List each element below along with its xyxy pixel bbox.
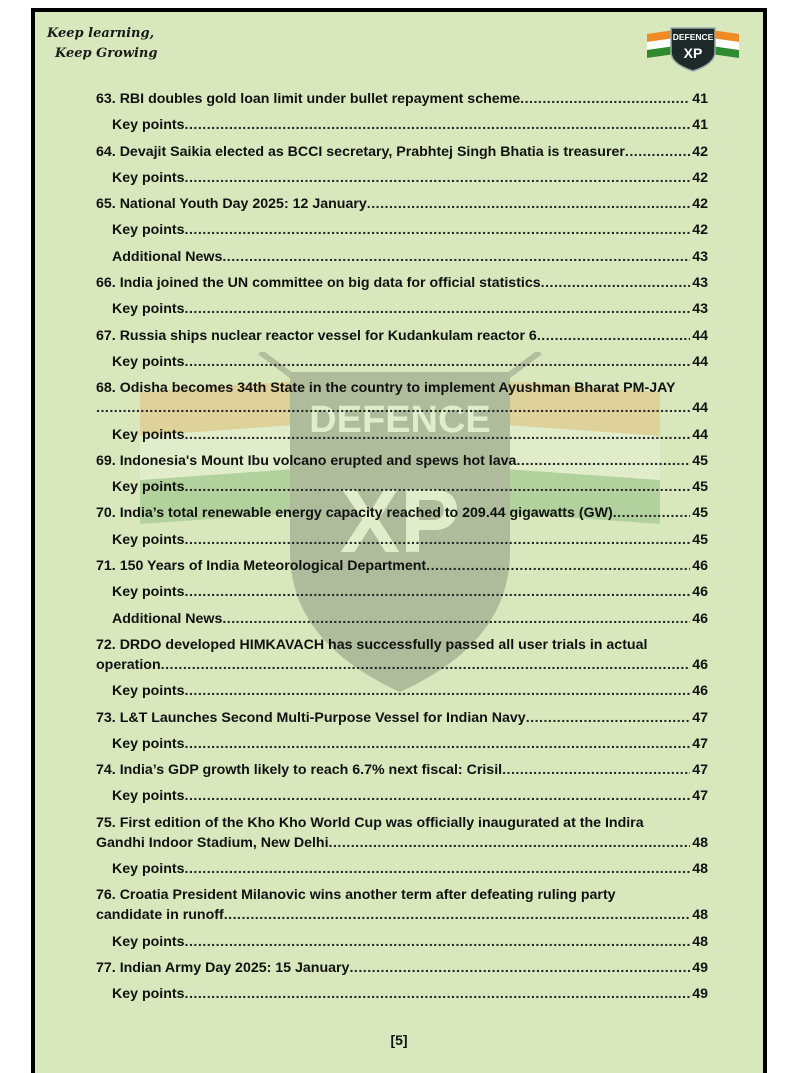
toc-entry-title	[112, 247, 222, 267]
toc-entry-text: Indonesia's Mount Ibu volcano erupted and spews hot lava	[119, 452, 517, 469]
toc-page-number: 45	[692, 531, 708, 548]
toc-entry-text: Key points	[112, 861, 185, 878]
toc-entry-text: Indian Army Day 2025: 15 January	[119, 959, 350, 976]
toc-entry-text: Key points	[112, 788, 185, 805]
toc-entry[interactable]	[96, 273, 708, 293]
toc-page-number: 44	[692, 426, 708, 443]
toc-entry-text: India joined the UN committee on big data for official statistics	[119, 275, 541, 292]
toc-entry[interactable]	[96, 635, 708, 675]
toc-entry-title	[112, 582, 185, 602]
dot-leader	[502, 760, 690, 780]
toc-entry-title	[96, 503, 613, 523]
toc-entry-text: Key points	[112, 426, 185, 443]
dot-leader	[526, 708, 691, 728]
toc-entry-text: Additional News	[112, 610, 223, 627]
dot-leader	[613, 503, 690, 523]
toc-entry-number: 71.	[96, 558, 116, 575]
toc-page-number: 42	[692, 169, 708, 186]
motto-line-2: Keep Growing	[55, 46, 158, 61]
toc-page-number: 43	[692, 275, 708, 292]
toc-page-number: 49	[692, 986, 708, 1003]
dot-leader	[426, 556, 690, 576]
page-number: [5]	[390, 1032, 408, 1048]
toc-entry-title	[96, 194, 367, 214]
toc-page-number: 41	[692, 91, 708, 107]
dot-leader	[541, 273, 691, 293]
toc-entry-title	[112, 425, 185, 445]
defence-xp-logo	[645, 22, 741, 72]
toc-entry-title	[112, 609, 222, 629]
toc-entry[interactable]	[96, 556, 708, 576]
toc-page-number: 43	[692, 248, 708, 265]
toc-entry[interactable]	[96, 378, 708, 418]
toc-page-number: 46	[692, 584, 708, 601]
toc-entry-number: 74.	[96, 762, 116, 779]
toc-entry-text: Key points	[112, 479, 185, 496]
toc-subentry[interactable]	[96, 681, 708, 701]
toc-entry-text: Odisha becomes 34th State in the country to implement Ayushman Bharat PM-JAY	[119, 380, 676, 397]
toc-page-number: 48	[692, 861, 708, 878]
dot-leader	[96, 398, 690, 418]
toc-entry-title	[96, 556, 426, 576]
dot-leader	[185, 786, 691, 806]
dot-leader	[185, 168, 691, 188]
toc-entry-text: India’s total renewable energy capacity reached to 209.44 gigawatts (GW)	[119, 505, 613, 522]
toc-subentry[interactable]	[96, 859, 708, 879]
toc-entry-text: Key points	[112, 531, 185, 548]
toc-page-number: 45	[692, 479, 708, 496]
toc-entry-number: 69.	[96, 452, 116, 469]
toc-entry-title	[96, 89, 520, 109]
toc-entry-title	[112, 984, 185, 1004]
toc-entry-number: 73.	[96, 709, 116, 726]
toc-entry-title	[112, 786, 185, 806]
toc-entry-title	[112, 220, 185, 240]
toc-entry-text: Key points	[112, 584, 185, 601]
dot-leader	[537, 326, 690, 346]
toc-entry-text: Croatia President Milanovic wins another term after defeating ruling party	[119, 887, 616, 904]
toc-subentry[interactable]	[96, 352, 708, 372]
toc-entry-title	[112, 115, 185, 135]
toc-page-number: 45	[692, 505, 708, 522]
dot-leader	[185, 477, 691, 497]
toc-entry-number: 76.	[96, 887, 116, 904]
toc-entry-number: 68.	[96, 380, 116, 397]
toc-entry-text: 150 Years of India Meteorological Department	[119, 558, 427, 575]
toc-subentry[interactable]	[96, 425, 708, 445]
toc-entry-text: National Youth Day 2025: 12 January	[119, 196, 367, 213]
toc-entry-title	[96, 760, 502, 780]
toc-entry-text: Key points	[112, 301, 185, 318]
toc-entry-text: Devajit Saikia elected as BCCI secretary, Prabhtej Singh Bhatia is treasurer	[119, 143, 625, 160]
toc-entry-number: 63.	[96, 91, 116, 107]
toc-page-number: 42	[692, 196, 708, 213]
toc-page-number: 48	[692, 907, 708, 924]
dot-leader	[516, 451, 690, 471]
toc-entry-title	[112, 734, 185, 754]
toc-subentry[interactable]	[96, 582, 708, 602]
toc-entry-text: First edition of the Kho Kho World Cup was officially inaugurated at the Indira	[119, 814, 644, 831]
toc-subentry[interactable]	[96, 984, 708, 1004]
toc-entry[interactable]	[96, 326, 708, 346]
toc-entry-text: Key points	[112, 353, 185, 370]
toc-entry[interactable]	[96, 958, 708, 978]
logo-text-top: DEFENCE	[672, 32, 714, 42]
toc-entry-title	[112, 168, 185, 188]
toc-entry-title	[112, 477, 185, 497]
dot-leader	[185, 984, 691, 1004]
toc-page-number: 45	[692, 452, 708, 469]
watermark-text-bottom: XP	[339, 472, 461, 572]
toc-entry-title	[112, 932, 185, 952]
toc-entry-number: 70.	[96, 505, 116, 522]
toc-page-number: 49	[692, 959, 708, 976]
toc-entry[interactable]	[96, 142, 708, 162]
dot-leader	[185, 859, 691, 879]
toc-entry-text: Key points	[112, 169, 185, 186]
toc-subentry[interactable]	[96, 734, 708, 754]
toc-subentry[interactable]	[96, 168, 708, 188]
toc-page-number: 44	[692, 353, 708, 370]
dot-leader	[185, 582, 691, 602]
toc-entry-text: Russia ships nuclear reactor vessel for Kudankulam reactor 6	[119, 327, 537, 344]
toc-entry-number: 75.	[96, 814, 116, 831]
toc-entry-title	[96, 815, 644, 831]
dot-leader	[185, 220, 691, 240]
toc-entry-text: Key points	[112, 117, 185, 134]
toc-page-number: 46	[692, 656, 708, 673]
dot-leader	[625, 142, 690, 162]
toc-entry-text: DRDO developed HIMKAVACH has successfully passed all user trials in actual	[119, 636, 648, 653]
toc-page-number: 47	[692, 762, 708, 779]
toc-entry-text: RBI doubles gold loan limit under bullet repayment scheme	[119, 91, 521, 107]
toc-page-number: 47	[692, 709, 708, 726]
toc-entry[interactable]	[96, 89, 708, 109]
toc-subentry[interactable]	[96, 932, 708, 952]
toc-entry[interactable]	[96, 760, 708, 780]
toc-subentry[interactable]	[96, 247, 708, 267]
table-of-contents	[96, 89, 708, 1011]
toc-page-number: 48	[692, 834, 708, 851]
toc-page-number: 46	[692, 683, 708, 700]
toc-entry-title	[96, 142, 625, 162]
toc-page-number: 41	[692, 117, 708, 134]
toc-subentry[interactable]	[96, 220, 708, 240]
toc-entry-title	[96, 637, 647, 653]
toc-entry-continuation: operation	[96, 656, 161, 673]
toc-entry[interactable]	[96, 194, 708, 214]
dot-leader	[185, 425, 691, 445]
toc-entry-title	[96, 380, 676, 396]
watermark-text-top: DEFENCE	[309, 399, 491, 441]
toc-entry[interactable]	[96, 885, 708, 925]
toc-entry-title	[112, 352, 185, 372]
toc-entry[interactable]	[96, 503, 708, 523]
toc-page-number: 42	[692, 143, 708, 160]
logo-text-bottom: XP	[683, 45, 703, 61]
toc-entry-title	[96, 708, 526, 728]
motto-line-1: Keep learning,	[47, 26, 155, 41]
toc-entry-number: 72.	[96, 636, 116, 653]
toc-entry-number: 66.	[96, 275, 116, 292]
toc-entry[interactable]	[96, 813, 708, 853]
toc-entry-text: L&T Launches Second Multi-Purpose Vessel for Indian Navy	[119, 709, 526, 726]
toc-entry-number: 65.	[96, 196, 116, 213]
toc-subentry[interactable]	[96, 299, 708, 319]
toc-subentry[interactable]	[96, 786, 708, 806]
document-page	[31, 8, 767, 1073]
dot-leader	[185, 734, 691, 754]
toc-entry-number: 64.	[96, 143, 116, 160]
toc-entry-title	[112, 530, 185, 550]
toc-page-number: 46	[692, 610, 708, 627]
toc-entry-continuation: Gandhi Indoor Stadium, New Delhi	[96, 834, 329, 851]
toc-entry-continuation: candidate in runoff	[96, 907, 224, 924]
dot-leader	[349, 958, 690, 978]
toc-entry[interactable]	[96, 451, 708, 471]
toc-page-number: 44	[692, 327, 708, 344]
toc-subentry[interactable]	[96, 530, 708, 550]
toc-entry-text: Key points	[112, 222, 185, 239]
toc-page-number: 43	[692, 301, 708, 318]
toc-entry-title	[96, 887, 616, 903]
toc-page-number: 46	[692, 558, 708, 575]
toc-entry-text: Key points	[112, 933, 185, 950]
toc-entry-text: Key points	[112, 735, 185, 752]
toc-entry-number: 77.	[96, 959, 116, 976]
dot-leader	[161, 655, 691, 675]
toc-entry-title	[96, 958, 349, 978]
toc-entry-text: India’s GDP growth likely to reach 6.7% next fiscal: Crisil	[119, 762, 503, 779]
dot-leader	[520, 89, 690, 109]
dot-leader	[222, 247, 690, 267]
dot-leader	[185, 352, 691, 372]
toc-page-number: 48	[692, 933, 708, 950]
toc-page-number: 47	[692, 735, 708, 752]
motto	[47, 24, 157, 64]
toc-entry-title	[96, 451, 516, 471]
toc-subentry[interactable]	[96, 609, 708, 629]
toc-entry-title	[96, 326, 537, 346]
toc-entry-text: Key points	[112, 986, 185, 1003]
dot-leader	[185, 530, 691, 550]
dot-leader	[185, 299, 691, 319]
toc-page-number: 44	[692, 400, 708, 417]
dot-leader	[367, 194, 690, 214]
dot-leader	[185, 932, 691, 952]
dot-leader	[329, 833, 691, 853]
toc-entry-text: Additional News	[112, 248, 223, 265]
toc-entry-number: 67.	[96, 327, 116, 344]
toc-entry-text: Key points	[112, 683, 185, 700]
toc-subentry[interactable]	[96, 477, 708, 497]
dot-leader	[185, 681, 691, 701]
toc-entry[interactable]	[96, 708, 708, 728]
dot-leader	[185, 115, 691, 135]
toc-page-number: 47	[692, 788, 708, 805]
toc-entry-title	[96, 273, 541, 293]
dot-leader	[224, 905, 691, 925]
dot-leader	[222, 609, 690, 629]
toc-subentry[interactable]	[96, 115, 708, 135]
toc-page-number: 42	[692, 222, 708, 239]
toc-entry-title	[112, 681, 185, 701]
toc-entry-title	[112, 299, 185, 319]
toc-entry-title	[112, 859, 185, 879]
